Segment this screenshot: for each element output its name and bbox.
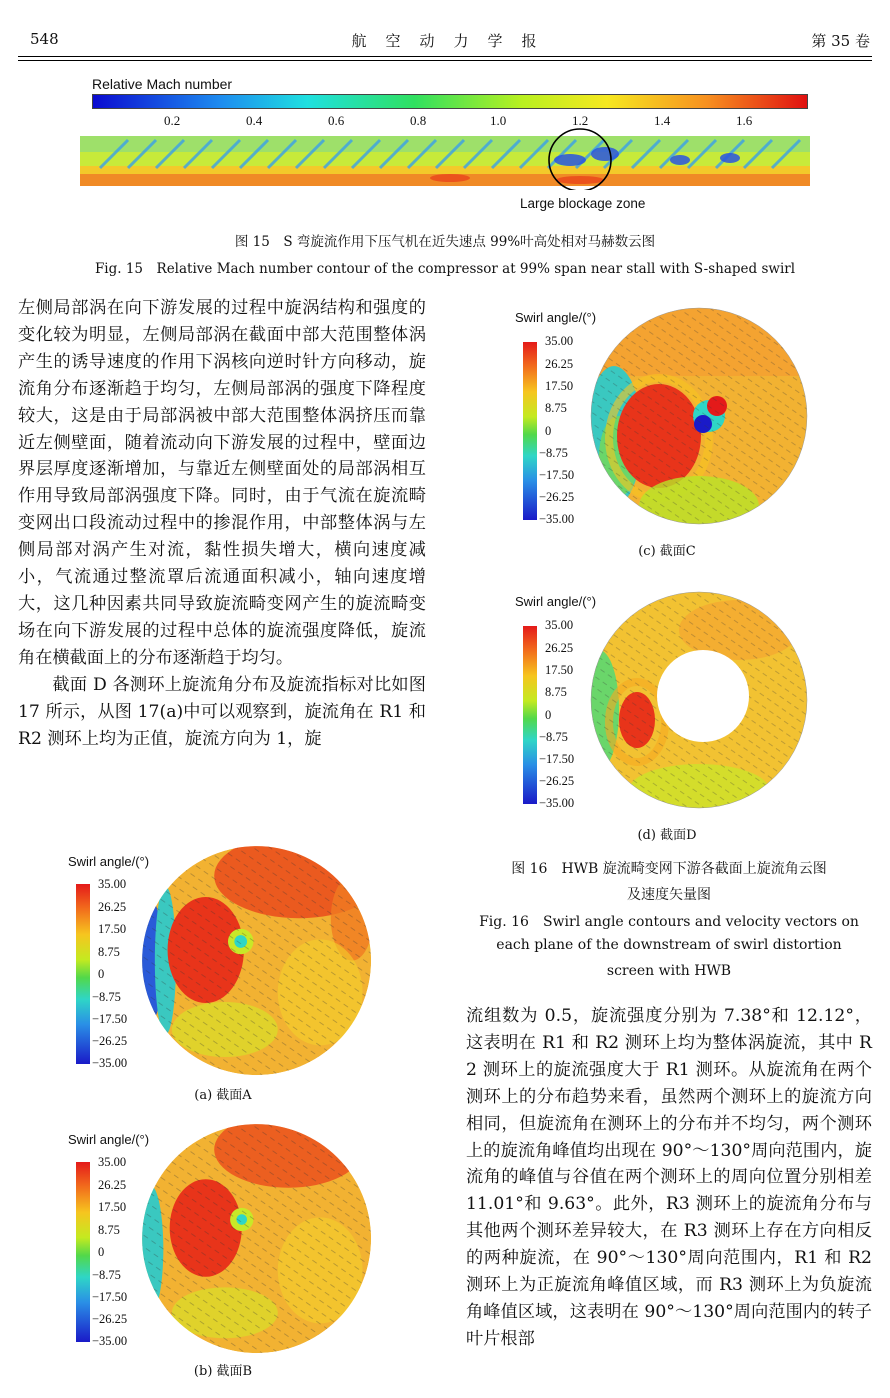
subcaption-c: (c) 截面C [638,544,696,559]
mach-contour-plot [80,128,810,190]
mach-tick: 0.2 [164,113,181,128]
legend-tick: −8.75 [92,1268,121,1282]
swirl-disc-c [589,306,809,526]
mach-tick: 1.6 [736,113,753,128]
legend-tick: −17.50 [92,1012,128,1026]
fig16-caption-en-3: screen with HWB [606,963,732,979]
mach-colorbar-title: Relative Mach number [92,76,233,92]
legend-tick: −26.25 [92,1034,128,1048]
legend-tick: 17.50 [545,379,574,393]
fig16-caption-cn-1: 图 16 HWB 旋流畸变网下游各截面上旋流角云图 [511,861,827,877]
legend-tick: 35.00 [545,334,574,348]
legend-tick: 8.75 [98,945,120,959]
legend-title: Swirl angle/(°) [515,594,597,609]
legend-tick: 26.25 [98,900,127,914]
legend-tick: 26.25 [98,1178,127,1192]
subcaption-b: (b) 截面B [193,1364,253,1379]
legend-tick: 8.75 [98,1223,120,1237]
legend-title: Swirl angle/(°) [68,1132,150,1147]
plot-section-b [68,1122,378,1380]
swirl-disc-a [140,844,374,1078]
legend-tick: −17.50 [539,752,575,766]
legend-tick: −17.50 [539,468,575,482]
mach-tick: 1.2 [572,113,589,128]
plot-section-d [515,586,819,842]
plot-section-c [515,302,819,558]
mach-colorbar [92,94,808,109]
legend-tick: 35.00 [98,877,127,891]
legend-tick: 35.00 [98,1155,127,1169]
legend-colorbar [76,1162,90,1342]
volume-label: 第 35 卷 [811,32,870,50]
paragraph: 流组数为 0.5，旋流强度分别为 7.38°和 12.12°，这表明在 R1 和 R2 测环上均为整体涡旋流，其中 R2 测环上的旋流强度大于 R1 测环。从旋流角在两个测环上的分布趋势来看，虽然两个测环上的旋流方向相同，但旋流角在测环上的分布并不均匀，两个测环上的旋流角峰值均出现在 90°～130°周向范围内，旋流角的峰值与谷值在两个测环上的周向位置分别相差 11.01°和 9.63°。此外，R3 测环上的旋流角分布与其他两个测环差异较大，在 R3 测环上存在方向相反的两种旋流，在 90°～130°周向范围内，R1 和 R2 测环上为正旋流角峰值区域，而 R3 测环上为负旋流角峰值区域，这表明在 90°～130°周向范围内的转子叶片根部 [466,1006,872,1349]
right-column-text [466,1003,872,1353]
page-number: 548 [30,30,59,48]
legend-tick: −8.75 [539,446,568,460]
legend-title: Swirl angle/(°) [515,310,597,325]
header-rule [18,56,872,57]
legend-tick: −35.00 [539,512,575,526]
legend-tick: 17.50 [545,663,574,677]
legend-tick: −8.75 [539,730,568,744]
mach-tick: 1.4 [654,113,671,128]
header-rule-thin [18,60,872,61]
plot-section-a [68,844,378,1102]
mach-tick: 0.6 [328,113,345,128]
legend-tick: −26.25 [539,490,575,504]
legend-tick: 17.50 [98,1200,127,1214]
mach-tick: 0.8 [410,113,427,128]
legend-tick: −35.00 [539,796,575,810]
blockage-annotation: Large blockage zone [520,196,646,211]
legend-tick: −8.75 [92,990,121,1004]
legend-tick: 8.75 [545,685,567,699]
fig15-caption-en: Fig. 15 Relative Mach number contour of the compressor at 99% span near stall with S-shaped swirl [94,261,796,277]
legend-tick: −35.00 [92,1334,128,1348]
legend-tick: 26.25 [545,641,574,655]
legend-title: Swirl angle/(°) [68,854,150,869]
legend-colorbar [523,342,537,520]
subcaption-d: (d) 截面D [637,828,697,843]
legend-colorbar [523,626,537,804]
fig16-caption-en-1: Fig. 16 Swirl angle contours and velocity vectors on [479,914,859,930]
legend-colorbar [76,884,90,1064]
legend-tick: −26.25 [92,1312,128,1326]
mach-tick: 1.0 [490,113,507,128]
paragraph: 左侧局部涡在向下游发展的过程中旋涡结构和强度的变化较为明显，左侧局部涡在截面中部大范围整体涡产生的诱导速度的作用下涡核向逆时针方向移动，旋流角分布逐渐趋于均匀，左侧局部涡的强度下降程度较大，这是由于局部涡被中部大范围整体涡挤压而靠近左侧壁面，随着流动向下游发展的过程中，壁面边界层厚度逐渐增加，与靠近左侧壁面处的局部涡相互作用导致局部涡强度下降。同时，由于气流在旋流畸变网出口段流动过程中的掺混作用，中部整体涡与左侧局部对涡产生对流，黏性损失增大，横向速度减小，气流通过整流罩后流通面积减小，轴向速度增大，这几种因素共同导致旋流畸变网产生的旋流畸变场在向下游发展的过程中总体的旋流强度降低，旋流角在横截面上的分布逐渐趋于均匀。 [18,298,426,668]
mach-tick: 0.4 [246,113,263,128]
subcaption-a: (a) 截面A [194,1088,252,1103]
swirl-disc-b [140,1122,374,1356]
legend-tick: 0 [98,1245,105,1259]
fig15-caption-cn: 图 15 S 弯旋流作用下压气机在近失速点 99%叶高处相对马赫数云图 [234,234,656,250]
legend-tick: 35.00 [545,618,574,632]
legend-tick: −35.00 [92,1056,128,1070]
legend-tick: −17.50 [92,1290,128,1304]
fig16-caption-en-2: each plane of the downstream of swirl distortion [496,937,842,953]
legend-tick: −26.25 [539,774,575,788]
paragraph: 截面 D 各测环上旋流角分布及旋流指标对比如图 17 所示，从图 17(a)中可以观察到，旋流角在 R1 和 R2 测环上均为正值，旋流方向为 1，旋 [18,674,426,749]
legend-tick: 17.50 [98,922,127,936]
legend-tick: 0 [98,967,105,981]
swirl-disc-d [589,590,809,810]
fig16-caption-cn-2: 及速度矢量图 [627,887,711,903]
left-column-text [18,295,426,752]
legend-tick: 26.25 [545,357,574,371]
legend-tick: 0 [545,424,552,438]
legend-tick: 0 [545,708,552,722]
journal-title: 航 空 动 力 学 报 [351,32,539,50]
legend-tick: 8.75 [545,401,567,415]
